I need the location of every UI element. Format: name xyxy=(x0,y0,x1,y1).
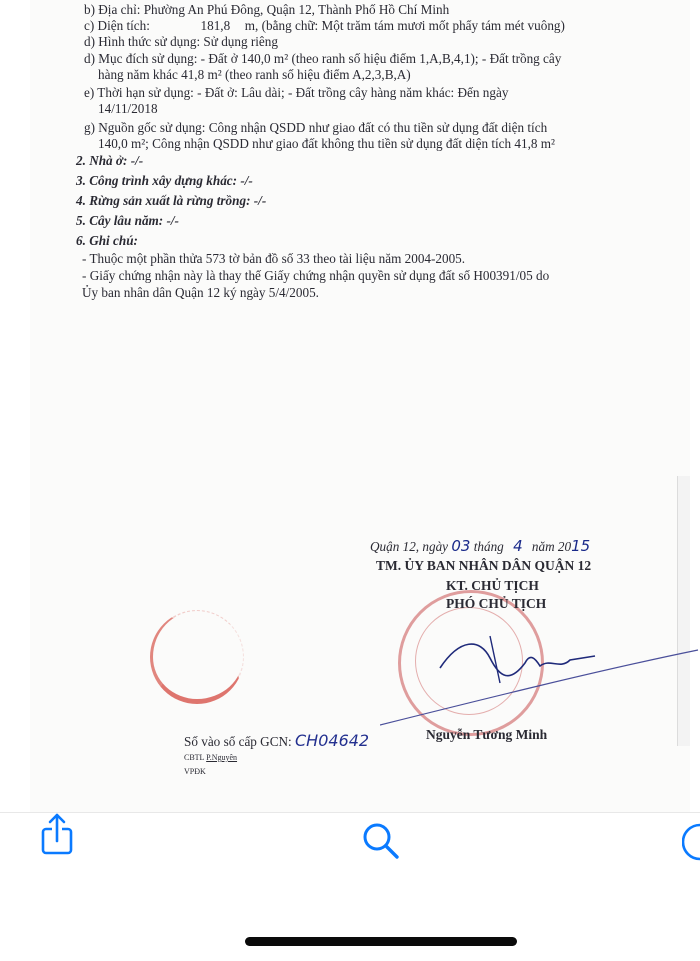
issuing-organization: TM. ỦY BAN NHÂN DÂN QUẬN 12 xyxy=(376,558,592,573)
note-line-2: - Giấy chứng nhận này là thay thế Giấy chứng nhận quyền sử dụng đất số H00391/05 do xyxy=(82,268,550,283)
note-line-3: Ủy ban nhân dân Quận 12 ký ngày 5/4/2005. xyxy=(82,285,319,300)
section-house: 2. Nhà ở: -/- xyxy=(76,153,144,168)
purpose-line-2: hàng năm khác 41,8 m² (theo ranh số hiệu điểm A,2,3,B,A) xyxy=(98,67,411,82)
address-line: b) Địa chỉ: Phường An Phú Đông, Quận 12, Thành Phố Hồ Chí Minh xyxy=(84,2,450,17)
date-year-end: 15 xyxy=(571,537,591,555)
date-month-word: tháng xyxy=(473,539,504,554)
section-other-construction: 3. Công trình xây dựng khác: -/- xyxy=(76,173,253,188)
origin-line-1: g) Nguồn gốc sử dụng: Công nhận QSDD như giao đất có thu tiền sử dụng đất diện tích xyxy=(84,120,548,135)
purpose-line-1: d) Mục đích sử dụng: - Đất ở 140,0 m² (theo ranh số hiệu điểm 1,A,B,4,1); - Đất trồng cây xyxy=(84,51,562,66)
term-line-2: 14/11/2018 xyxy=(98,101,158,116)
markup-button[interactable] xyxy=(682,823,700,861)
area-words: , (bằng chữ: Một trăm tám mươi mốt phẩy tám mét vuông) xyxy=(255,18,565,33)
share-button[interactable] xyxy=(40,813,74,859)
form-of-use-line: d) Hình thức sử dụng: Sử dụng riêng xyxy=(84,34,278,49)
area-label: c) Diện tích: xyxy=(84,18,150,33)
search-icon xyxy=(361,821,401,861)
signer-title-1: KT. CHỦ TỊCH xyxy=(446,578,539,593)
date-day: 03 xyxy=(451,537,471,555)
term-line-1: e) Thời hạn sử dụng: - Đất ở: Lâu dài; - Đất trồng cây hàng năm khác: Đến ngày xyxy=(84,85,509,100)
date-line xyxy=(370,538,590,555)
date-month: 4 xyxy=(513,537,523,555)
share-icon xyxy=(40,813,74,859)
registry-number: CH04642 xyxy=(295,731,370,750)
section-perennial: 5. Cây lâu năm: -/- xyxy=(76,213,179,228)
office-line: VPĐK xyxy=(184,767,206,776)
markup-icon xyxy=(682,823,700,861)
note-line-1: - Thuộc một phần thửa 573 tờ bản đồ số 33 theo tài liệu năm 2004-2005. xyxy=(82,251,466,266)
red-seal-left xyxy=(150,610,244,704)
section-forest: 4. Rừng sản xuất là rừng trồng: -/- xyxy=(76,193,267,208)
area-unit: m xyxy=(244,18,256,33)
origin-line-2: 140,0 m²; Công nhận QSDD như giao đất không thu tiền sử dụng đất diện tích 41,8 m² xyxy=(98,136,555,151)
date-year-word: năm 20 xyxy=(531,539,572,554)
section-notes: 6. Ghi chú: xyxy=(76,233,138,248)
date-prefix: Quận 12, ngày xyxy=(370,539,449,554)
cbtl-name: P.Nguyên xyxy=(206,753,238,762)
registry-line xyxy=(184,733,369,750)
area-value: 181,8 xyxy=(200,18,231,33)
registry-label: Số vào sổ cấp GCN: xyxy=(184,734,292,749)
ink-stroke xyxy=(380,640,700,730)
signer-title-2: PHÓ CHỦ TỊCH xyxy=(446,596,547,611)
cbtl-label: CBTL xyxy=(184,753,205,762)
search-button[interactable] xyxy=(361,821,401,861)
area-line xyxy=(84,18,565,34)
cbtl-line xyxy=(184,753,237,763)
bottom-toolbar xyxy=(0,812,700,961)
signer-name: Nguyễn Tương Minh xyxy=(426,727,548,742)
home-indicator[interactable] xyxy=(245,937,517,946)
